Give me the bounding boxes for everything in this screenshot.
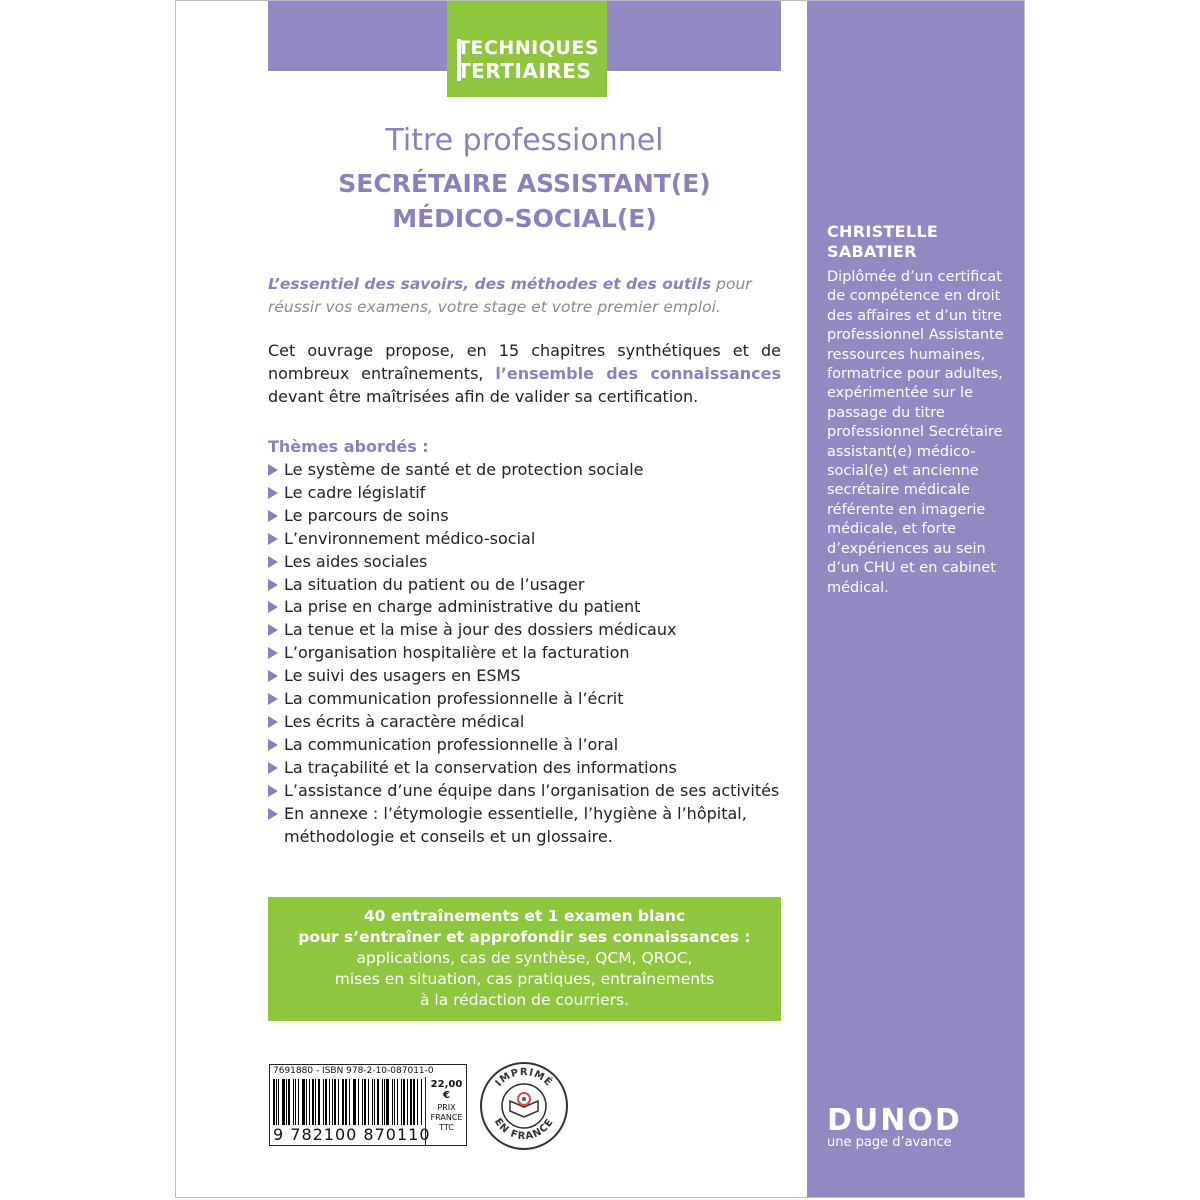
barcode-bars [273, 1079, 423, 1125]
author-last-name: SABATIER [827, 242, 917, 261]
barcode-bar [329, 1079, 330, 1125]
bullet-arrow-icon [268, 808, 278, 820]
bullet-arrow-icon [268, 487, 278, 499]
theme-item-label: Le suivi des usagers en ESMS [284, 666, 521, 686]
stamp-top-text: IMPRIMÉ [493, 1066, 555, 1089]
theme-item-label: Le système de santé et de protection sociale [284, 460, 644, 479]
intro-emphasis: L’essentiel des savoirs, des méthodes et des outils [268, 275, 712, 293]
author-first-name: CHRISTELLE [827, 222, 939, 241]
theme-item [268, 688, 788, 711]
barcode-bar [377, 1079, 379, 1125]
theme-item-label: Les aides sociales [284, 551, 428, 571]
training-box [268, 897, 781, 1021]
training-line4: mises en situation, cas pratiques, entraînements [334, 970, 715, 988]
price-note-line1: PRIX [437, 1103, 456, 1112]
barcode-bar [338, 1079, 339, 1125]
author-side-panel [807, 1, 1025, 1198]
theme-item [268, 596, 788, 619]
barcode-bar [394, 1079, 396, 1125]
theme-item [268, 665, 788, 688]
price-note-line3: TTC [439, 1123, 454, 1132]
barcode-bar [421, 1079, 422, 1125]
series-logo [447, 1, 607, 97]
barcode-bar [382, 1079, 383, 1125]
barcode-bar [403, 1079, 405, 1125]
barcode-bar [342, 1079, 344, 1125]
title-main-line1: SECRÉTAIRE ASSISTANT(E) [338, 169, 711, 198]
title-subtitle: Titre professionnel [385, 123, 664, 158]
barcode-bar [286, 1079, 287, 1125]
bullet-arrow-icon [268, 533, 278, 545]
publisher-tagline: une page d’avance [827, 1135, 952, 1150]
theme-item-label: La situation du patient ou de l’usager [284, 574, 585, 594]
bullet-arrow-icon [268, 510, 278, 522]
intro-paragraph [268, 273, 781, 319]
bullet-arrow-icon [268, 556, 278, 568]
theme-item [268, 459, 788, 482]
barcode-bar [276, 1079, 277, 1125]
bullet-arrow-icon [268, 670, 278, 682]
stamp-bottom-text: EN FRANCE [491, 1116, 557, 1143]
barcode-bar [302, 1079, 304, 1125]
description-highlight: l’ensemble des connaissances [495, 364, 781, 383]
title-main-line2: MÉDICO-SOCIAL(E) [392, 204, 657, 233]
barcode-block [269, 1064, 467, 1146]
barcode-bar [407, 1079, 408, 1125]
training-bold-line2: pour s’entraîner et approfondir ses connaissances : [298, 928, 751, 946]
barcode-bar [334, 1079, 336, 1125]
isbn-line: 7691880 - ISBN 978-2-10-087011-0 [273, 1066, 434, 1076]
book-back-cover [175, 0, 1025, 1198]
description-paragraph [268, 339, 781, 408]
themes-heading: Thèmes abordés : [268, 437, 429, 456]
bullet-arrow-icon [268, 647, 278, 659]
barcode-bar [372, 1079, 374, 1125]
price-note-line2: FRANCE [430, 1113, 463, 1122]
barcode-bar [309, 1079, 310, 1125]
barcode-bar [315, 1079, 316, 1125]
barcode-bar [332, 1079, 333, 1125]
theme-item [268, 528, 788, 551]
theme-item-label: En annexe : l’étymologie essentielle, l’hygiène à l’hôpital, méthodologie et conseils et un glossaire. [284, 803, 747, 846]
description-part1: Cet ouvrage propose, en 15 chapitres synthétiques et de nombreux entraînements, [268, 341, 781, 383]
barcode-bar [358, 1079, 359, 1125]
bullet-arrow-icon [268, 762, 278, 774]
printed-in-france-stamp [479, 1061, 569, 1151]
training-bold-line1: 40 entraînements et 1 examen blanc [363, 907, 686, 925]
price-column [425, 1077, 467, 1145]
barcode-bar [278, 1079, 279, 1125]
barcode-digits: 9 782100 870110 [273, 1125, 431, 1144]
theme-item-label: La communication professionnelle à l’écrit [284, 689, 624, 709]
theme-item [268, 711, 788, 734]
theme-item [268, 482, 788, 505]
barcode-bar [417, 1079, 418, 1125]
barcode-bar [397, 1079, 398, 1125]
theme-item-label: L’assistance d’une équipe dans l’organisation de ses activités [284, 780, 780, 800]
theme-item [268, 803, 788, 849]
barcode-bar [345, 1079, 347, 1125]
theme-item-label: La tenue et la mise à jour des dossiers médicaux [284, 620, 677, 640]
barcode-bar [282, 1079, 284, 1125]
barcode-bar [349, 1079, 350, 1125]
theme-item-label: La communication professionnelle à l’oral [284, 734, 619, 754]
theme-item [268, 505, 788, 528]
barcode-bar [318, 1079, 320, 1125]
theme-item-label: La traçabilité et la conservation des informations [284, 757, 677, 777]
barcode-bar [323, 1079, 324, 1125]
barcode-bar [293, 1079, 294, 1125]
barcode-bar [295, 1079, 296, 1125]
barcode-bar [364, 1079, 366, 1125]
bullet-arrow-icon [268, 739, 278, 751]
bullet-arrow-icon [268, 579, 278, 591]
barcode-bar [386, 1079, 388, 1125]
barcode-bar [273, 1079, 275, 1125]
author-name [827, 222, 1017, 262]
barcode-bar [374, 1079, 375, 1125]
theme-item [268, 757, 788, 780]
barcode-bar [384, 1079, 385, 1125]
theme-item [268, 734, 788, 757]
theme-item [268, 780, 788, 803]
theme-item-label: Le parcours de soins [284, 505, 449, 525]
author-bio: Diplômée d’un certificat de compétence en droit des affaires et d’un titre professionnel Assistante ressources humaines, formatrice pour adultes, expérimentée sur le passage du titre professionnel Secrétaire assistant(e) médico-social(e) et ancienne secrétaire médicale référente en imagerie médicale, et forte d’expériences au sein d’un CHU et en cabinet médical. [827, 269, 1004, 596]
barcode-bar [312, 1079, 314, 1125]
barcode-bar [298, 1079, 300, 1125]
theme-item-label: L’organisation hospitalière et la facturation [284, 643, 630, 663]
series-logo-line2: TERTIAIRES [457, 59, 592, 83]
barcode-bar [392, 1079, 393, 1125]
bullet-arrow-icon [268, 624, 278, 636]
theme-item-label: L’environnement médico-social [284, 528, 536, 548]
themes-list [268, 459, 788, 848]
theme-item-label: Les écrits à caractère médical [284, 711, 525, 731]
bullet-arrow-icon [268, 716, 278, 728]
theme-item-label: Le cadre législatif [284, 482, 426, 502]
theme-item [268, 551, 788, 574]
price-value: 22,00 € [430, 1079, 463, 1101]
barcode-bar [368, 1079, 369, 1125]
bullet-arrow-icon [268, 464, 278, 476]
training-line3: applications, cas de synthèse, QCM, QROC, [356, 949, 693, 967]
price-note [426, 1103, 467, 1133]
theme-item-label: La prise en charge administrative du patient [284, 597, 641, 617]
barcode-bar [401, 1079, 402, 1125]
barcode-bar [413, 1079, 415, 1125]
barcode-bar [288, 1079, 290, 1125]
intro-rest: pour réussir vos examens, votre stage et votre premier emploi. [268, 275, 752, 316]
barcode-bar [410, 1079, 412, 1125]
training-line5: à la rédaction de courriers. [419, 991, 630, 1009]
bullet-arrow-icon [268, 785, 278, 797]
barcode-bar [325, 1079, 327, 1125]
theme-item [268, 642, 788, 665]
theme-item [268, 619, 788, 642]
barcode-bar [353, 1079, 354, 1125]
barcode-bar [306, 1079, 307, 1125]
barcode-bar [362, 1079, 363, 1125]
theme-item [268, 574, 788, 597]
series-logo-line1: TECHNIQUES [457, 37, 599, 59]
description-part2: devant être maîtrisées afin de valider sa certification. [268, 387, 699, 406]
bullet-arrow-icon [268, 693, 278, 705]
barcode-bar [354, 1079, 356, 1125]
publisher-logo: DUNOD [827, 1103, 962, 1138]
bullet-arrow-icon [268, 601, 278, 613]
